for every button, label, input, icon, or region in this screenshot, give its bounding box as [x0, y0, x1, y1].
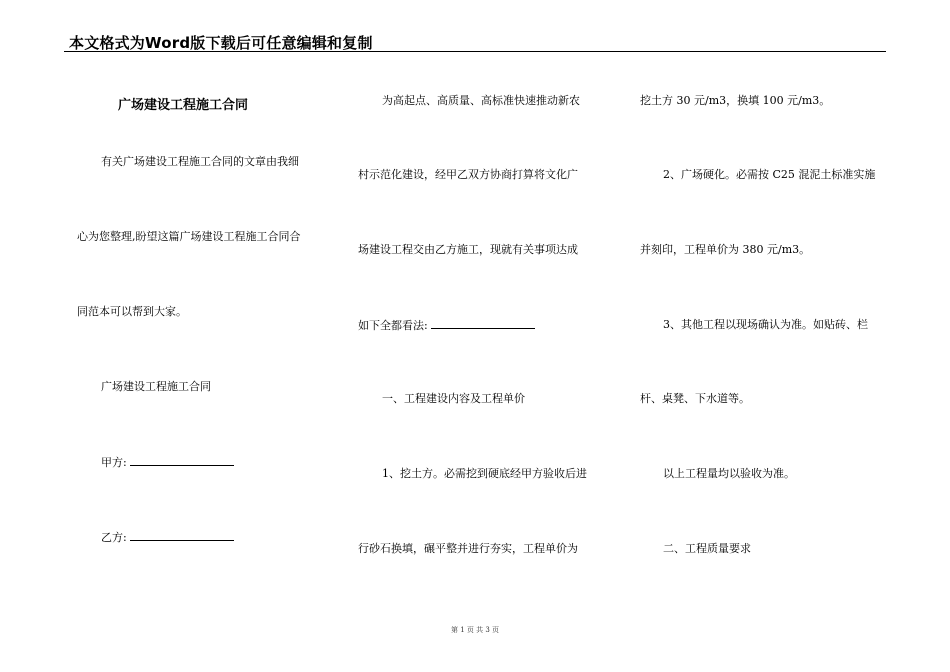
- page-header-title: 本文格式为Word版下载后可任意编辑和复制: [69, 34, 373, 52]
- paragraph-line: 2、广场硬化。必需按 C25 混泥土标准实施: [663, 168, 876, 181]
- section-heading: 一、工程建设内容及工程单价: [382, 392, 525, 405]
- paragraph-line: 3、其他工程以现场确认为准。如贴砖、栏: [663, 318, 868, 331]
- party-b-row: [101, 530, 234, 545]
- paragraph-line: [358, 318, 535, 333]
- section-heading: 二、工程质量要求: [663, 542, 751, 555]
- fill-blank: [431, 318, 535, 329]
- paragraph-line: 并刻印，工程单价为 380 元/m3。: [640, 243, 811, 256]
- paragraph-line: 行砂石换填，碾平整并进行夯实，工程单价为: [358, 542, 578, 555]
- party-a-blank: [130, 455, 234, 466]
- paragraph-text: 如下全都看法:: [358, 319, 428, 332]
- document-title: 广场建设工程施工合同: [118, 98, 249, 113]
- paragraph-line: 为高起点、高质量、高标准快速推动新农: [382, 94, 580, 107]
- contract-subtitle: 广场建设工程施工合同: [101, 380, 211, 393]
- paragraph-line: 村示范化建设，经甲乙双方协商打算将文化广: [358, 168, 578, 181]
- paragraph-line: 杆、桌凳、下水道等。: [640, 392, 750, 405]
- paragraph-line: 1、挖土方。必需挖到硬底经甲方验收后进: [382, 467, 587, 480]
- party-a-label: 甲方:: [101, 456, 127, 469]
- paragraph-line: 有关广场建设工程施工合同的文章由我细: [101, 155, 299, 168]
- party-b-label: 乙方:: [101, 531, 127, 544]
- paragraph-line: 以上工程量均以验收为准。: [663, 467, 795, 480]
- paragraph-line: 场建设工程交由乙方施工，现就有关事项达成: [358, 243, 578, 256]
- party-b-blank: [130, 530, 234, 541]
- paragraph-line: 同范本可以帮到大家。: [77, 305, 187, 318]
- party-a-row: [101, 455, 234, 470]
- page-number: 第 1 页 共 3 页: [450, 626, 500, 634]
- paragraph-line: 心为您整理,盼望这篇广场建设工程施工合同合: [77, 230, 301, 243]
- paragraph-line: 挖土方 30 元/m3，换填 100 元/m3。: [640, 94, 831, 107]
- header-divider: [64, 51, 886, 52]
